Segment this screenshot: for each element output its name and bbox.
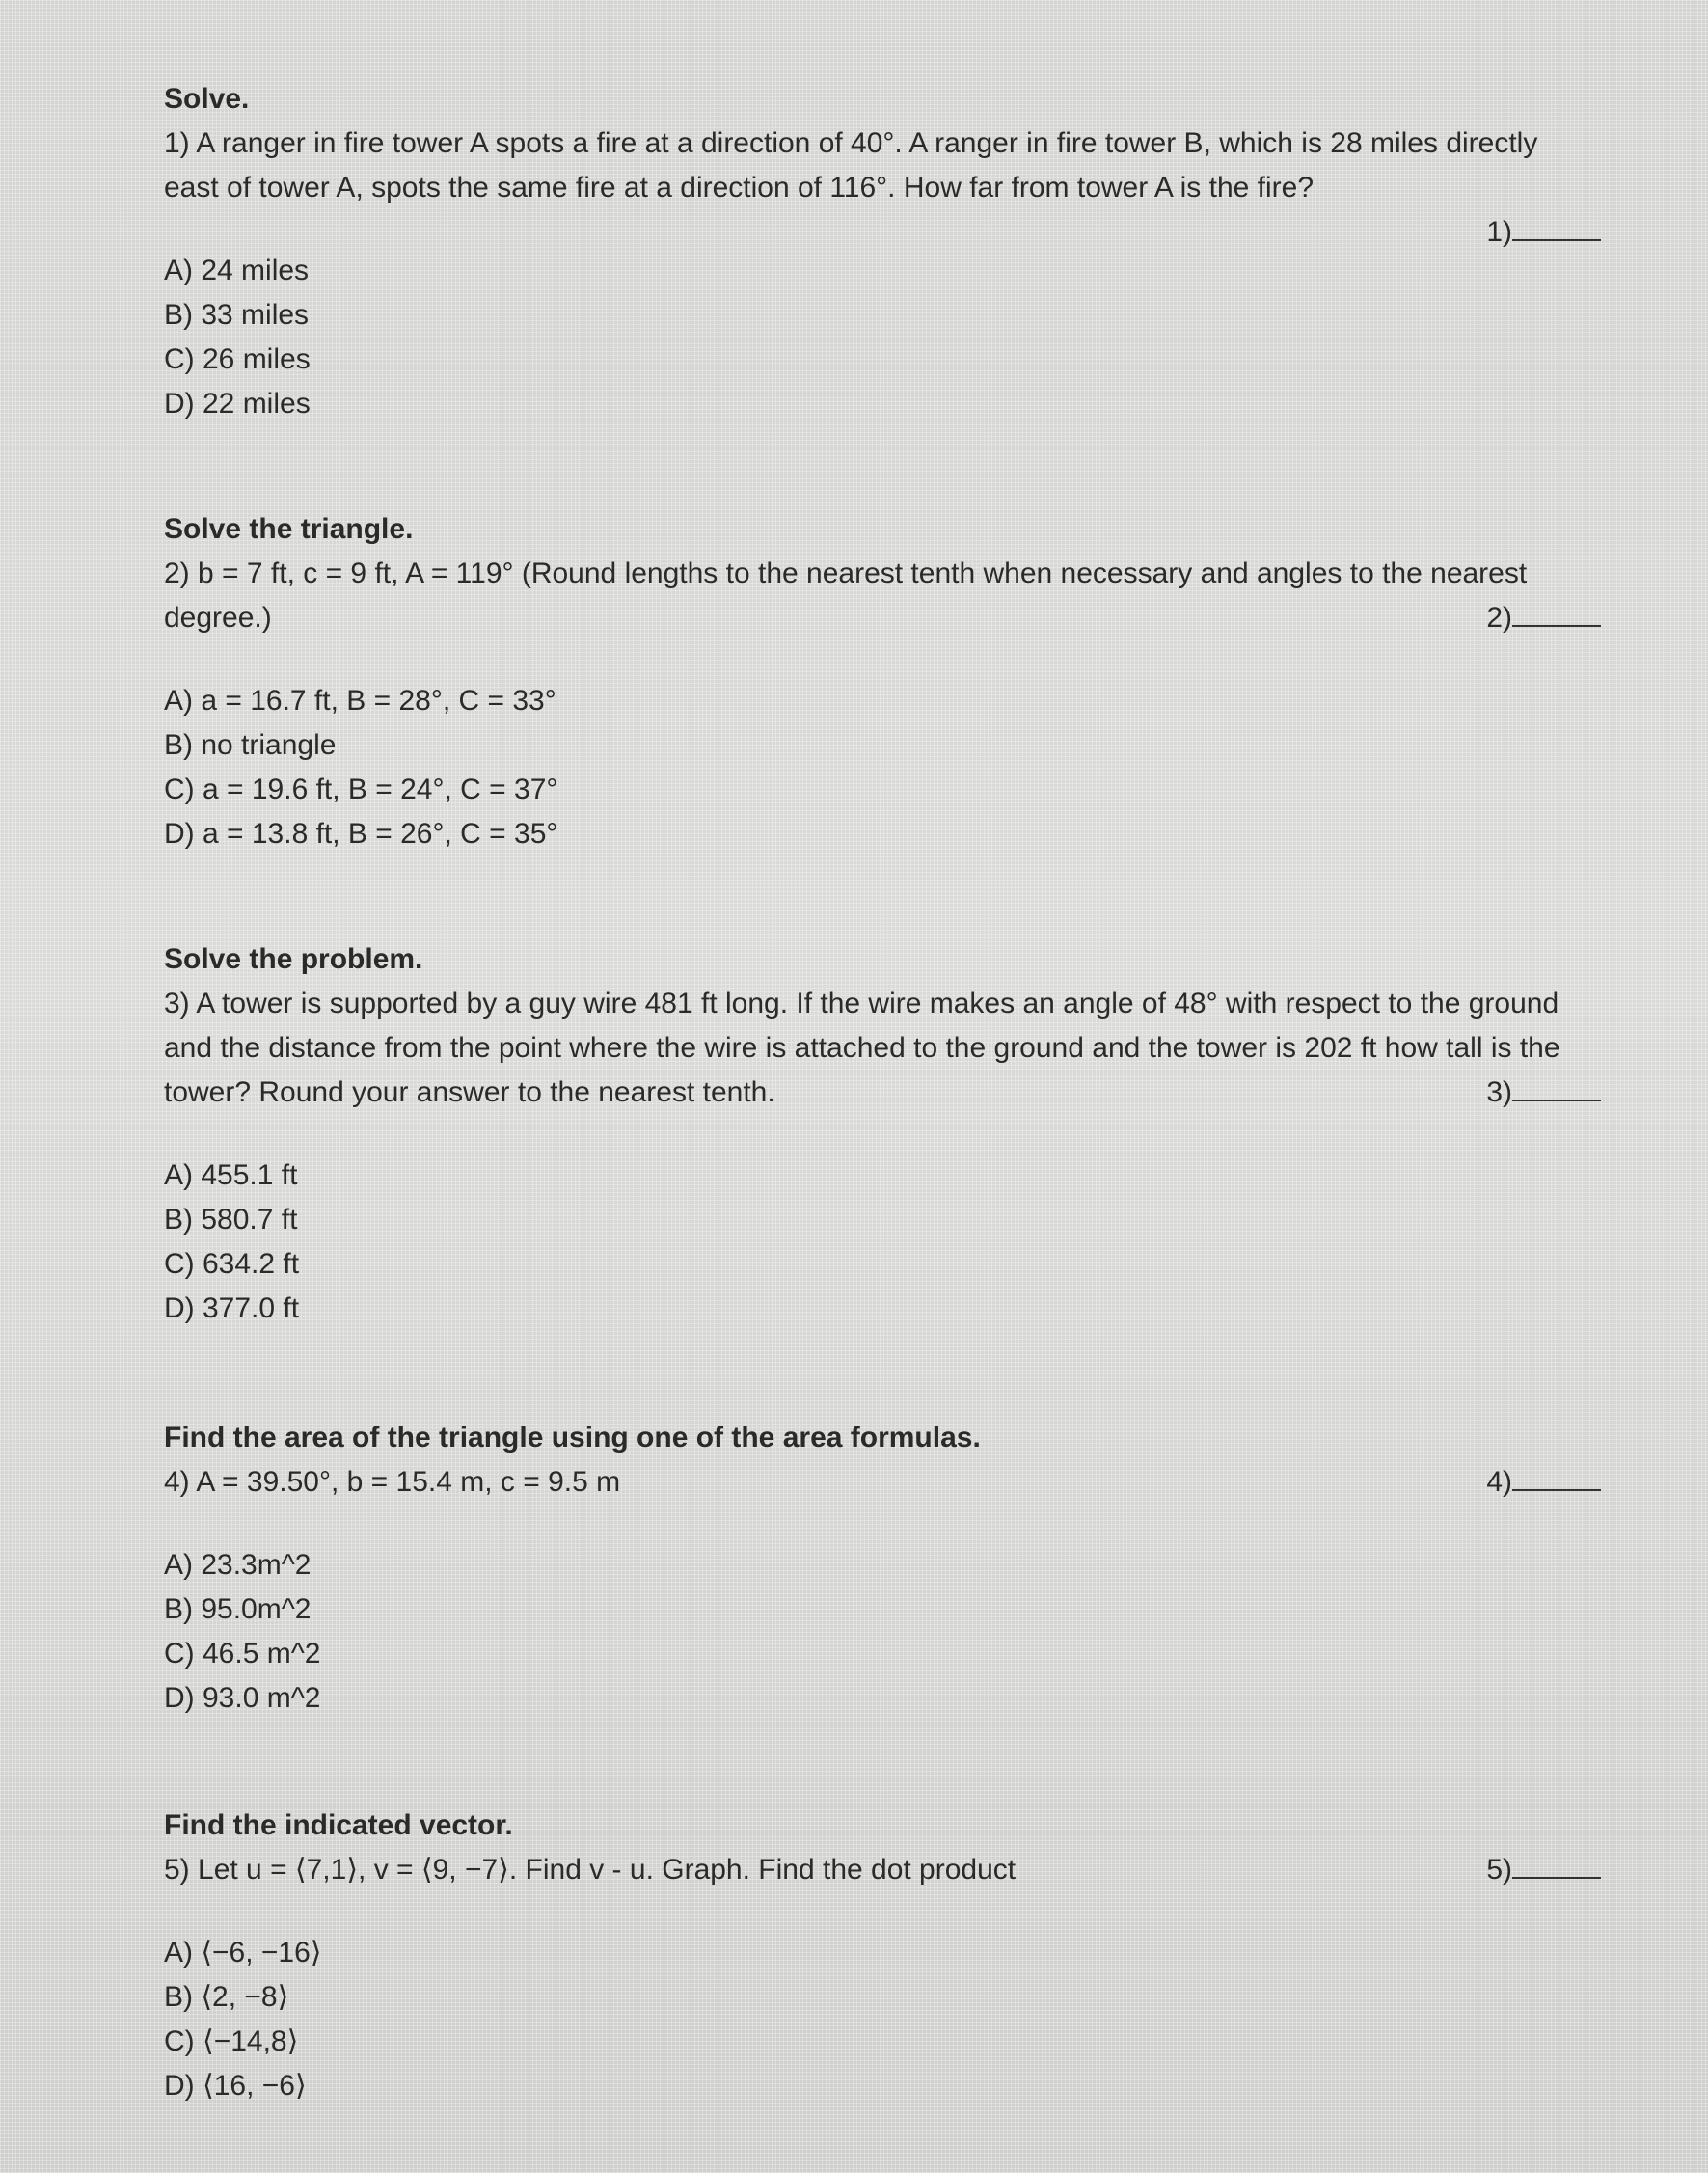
- choice-list: [164, 1543, 1591, 1721]
- choice-d: D) 377.0 ft: [164, 1292, 300, 1324]
- answer-label: 5): [1486, 1854, 1512, 1886]
- choice-list: [164, 679, 1591, 856]
- section-heading: Find the area of the triangle using one of the area formulas.: [164, 1422, 981, 1453]
- choice-b: B) ⟨2, −8⟩: [164, 1981, 289, 2013]
- answer-line: [1512, 1460, 1601, 1491]
- question-text: 3) A tower is supported by a guy wire 481 ft long. If the wire makes an angle of 48° with respect to the ground and the distance from the point where the wire is attached to the ground and the tower is 202 ft how tall is the tower? Round your answer to the nearest tenth.: [164, 988, 1560, 1108]
- question-text: 1) A ranger in fire tower A spots a fire at a direction of 40°. A ranger in fire tower B, which is 28 miles directly east of tower A, spots the same fire at a direction of 116°. How far from tower A is the fire?: [164, 127, 1538, 204]
- choice-list: [164, 249, 1591, 426]
- answer-blank: [1486, 1071, 1601, 1115]
- choice-c: C) 46.5 m^2: [164, 1638, 321, 1670]
- choice-list: [164, 1931, 1591, 2108]
- answer-label: 3): [1486, 1076, 1512, 1108]
- choice-b: B) 95.0m^2: [164, 1593, 312, 1625]
- answer-line: [1512, 1071, 1601, 1101]
- choice-d: D) ⟨16, −6⟩: [164, 2070, 307, 2102]
- answer-label: 2): [1486, 602, 1512, 634]
- choice-c: C) 634.2 ft: [164, 1248, 300, 1280]
- choice-a: A) a = 16.7 ft, B = 28°, C = 33°: [164, 685, 556, 717]
- choice-c: C) a = 19.6 ft, B = 24°, C = 37°: [164, 774, 558, 805]
- choice-d: D) a = 13.8 ft, B = 26°, C = 35°: [164, 818, 558, 850]
- answer-blank: [1486, 1460, 1601, 1505]
- problem-3: [164, 937, 1591, 1331]
- choice-c: C) ⟨−14,8⟩: [164, 2025, 299, 2057]
- section-heading: Find the indicated vector.: [164, 1809, 513, 1841]
- problem-4: [164, 1416, 1591, 1721]
- answer-line: [1512, 210, 1601, 241]
- choice-list: [164, 1154, 1591, 1331]
- answer-label: 4): [1486, 1466, 1512, 1498]
- answer-line: [1512, 596, 1601, 627]
- question-text: 2) b = 7 ft, c = 9 ft, A = 119° (Round lengths to the nearest tenth when necessary and angles to the nearest degree.): [164, 557, 1528, 634]
- choice-d: D) 22 miles: [164, 388, 311, 420]
- choice-a: A) 24 miles: [164, 255, 310, 286]
- answer-line: [1512, 1848, 1601, 1879]
- section-heading: Solve.: [164, 83, 250, 115]
- choice-b: B) 33 miles: [164, 299, 310, 331]
- choice-c: C) 26 miles: [164, 343, 311, 375]
- section-heading: Solve the triangle.: [164, 513, 414, 545]
- problem-1: [164, 77, 1591, 426]
- answer-blank: [1486, 1848, 1601, 1892]
- section-heading: Solve the problem.: [164, 943, 423, 975]
- choice-a: A) 23.3m^2: [164, 1549, 312, 1581]
- worksheet: [164, 77, 1591, 2108]
- choice-d: D) 93.0 m^2: [164, 1682, 321, 1714]
- choice-b: B) 580.7 ft: [164, 1204, 298, 1236]
- answer-blank: [1486, 210, 1601, 255]
- answer-blank: [1486, 596, 1601, 640]
- question-text: 5) Let u = ⟨7,1⟩, v = ⟨9, −7⟩. Find v - u. Graph. Find the dot product: [164, 1854, 1017, 1886]
- answer-label: 1): [1486, 216, 1512, 248]
- choice-a: A) 455.1 ft: [164, 1159, 298, 1191]
- choice-b: B) no triangle: [164, 729, 337, 761]
- question-text: 4) A = 39.50°, b = 15.4 m, c = 9.5 m: [164, 1466, 621, 1498]
- choice-a: A) ⟨−6, −16⟩: [164, 1937, 322, 1969]
- problem-2: [164, 507, 1591, 856]
- problem-5: [164, 1804, 1591, 2108]
